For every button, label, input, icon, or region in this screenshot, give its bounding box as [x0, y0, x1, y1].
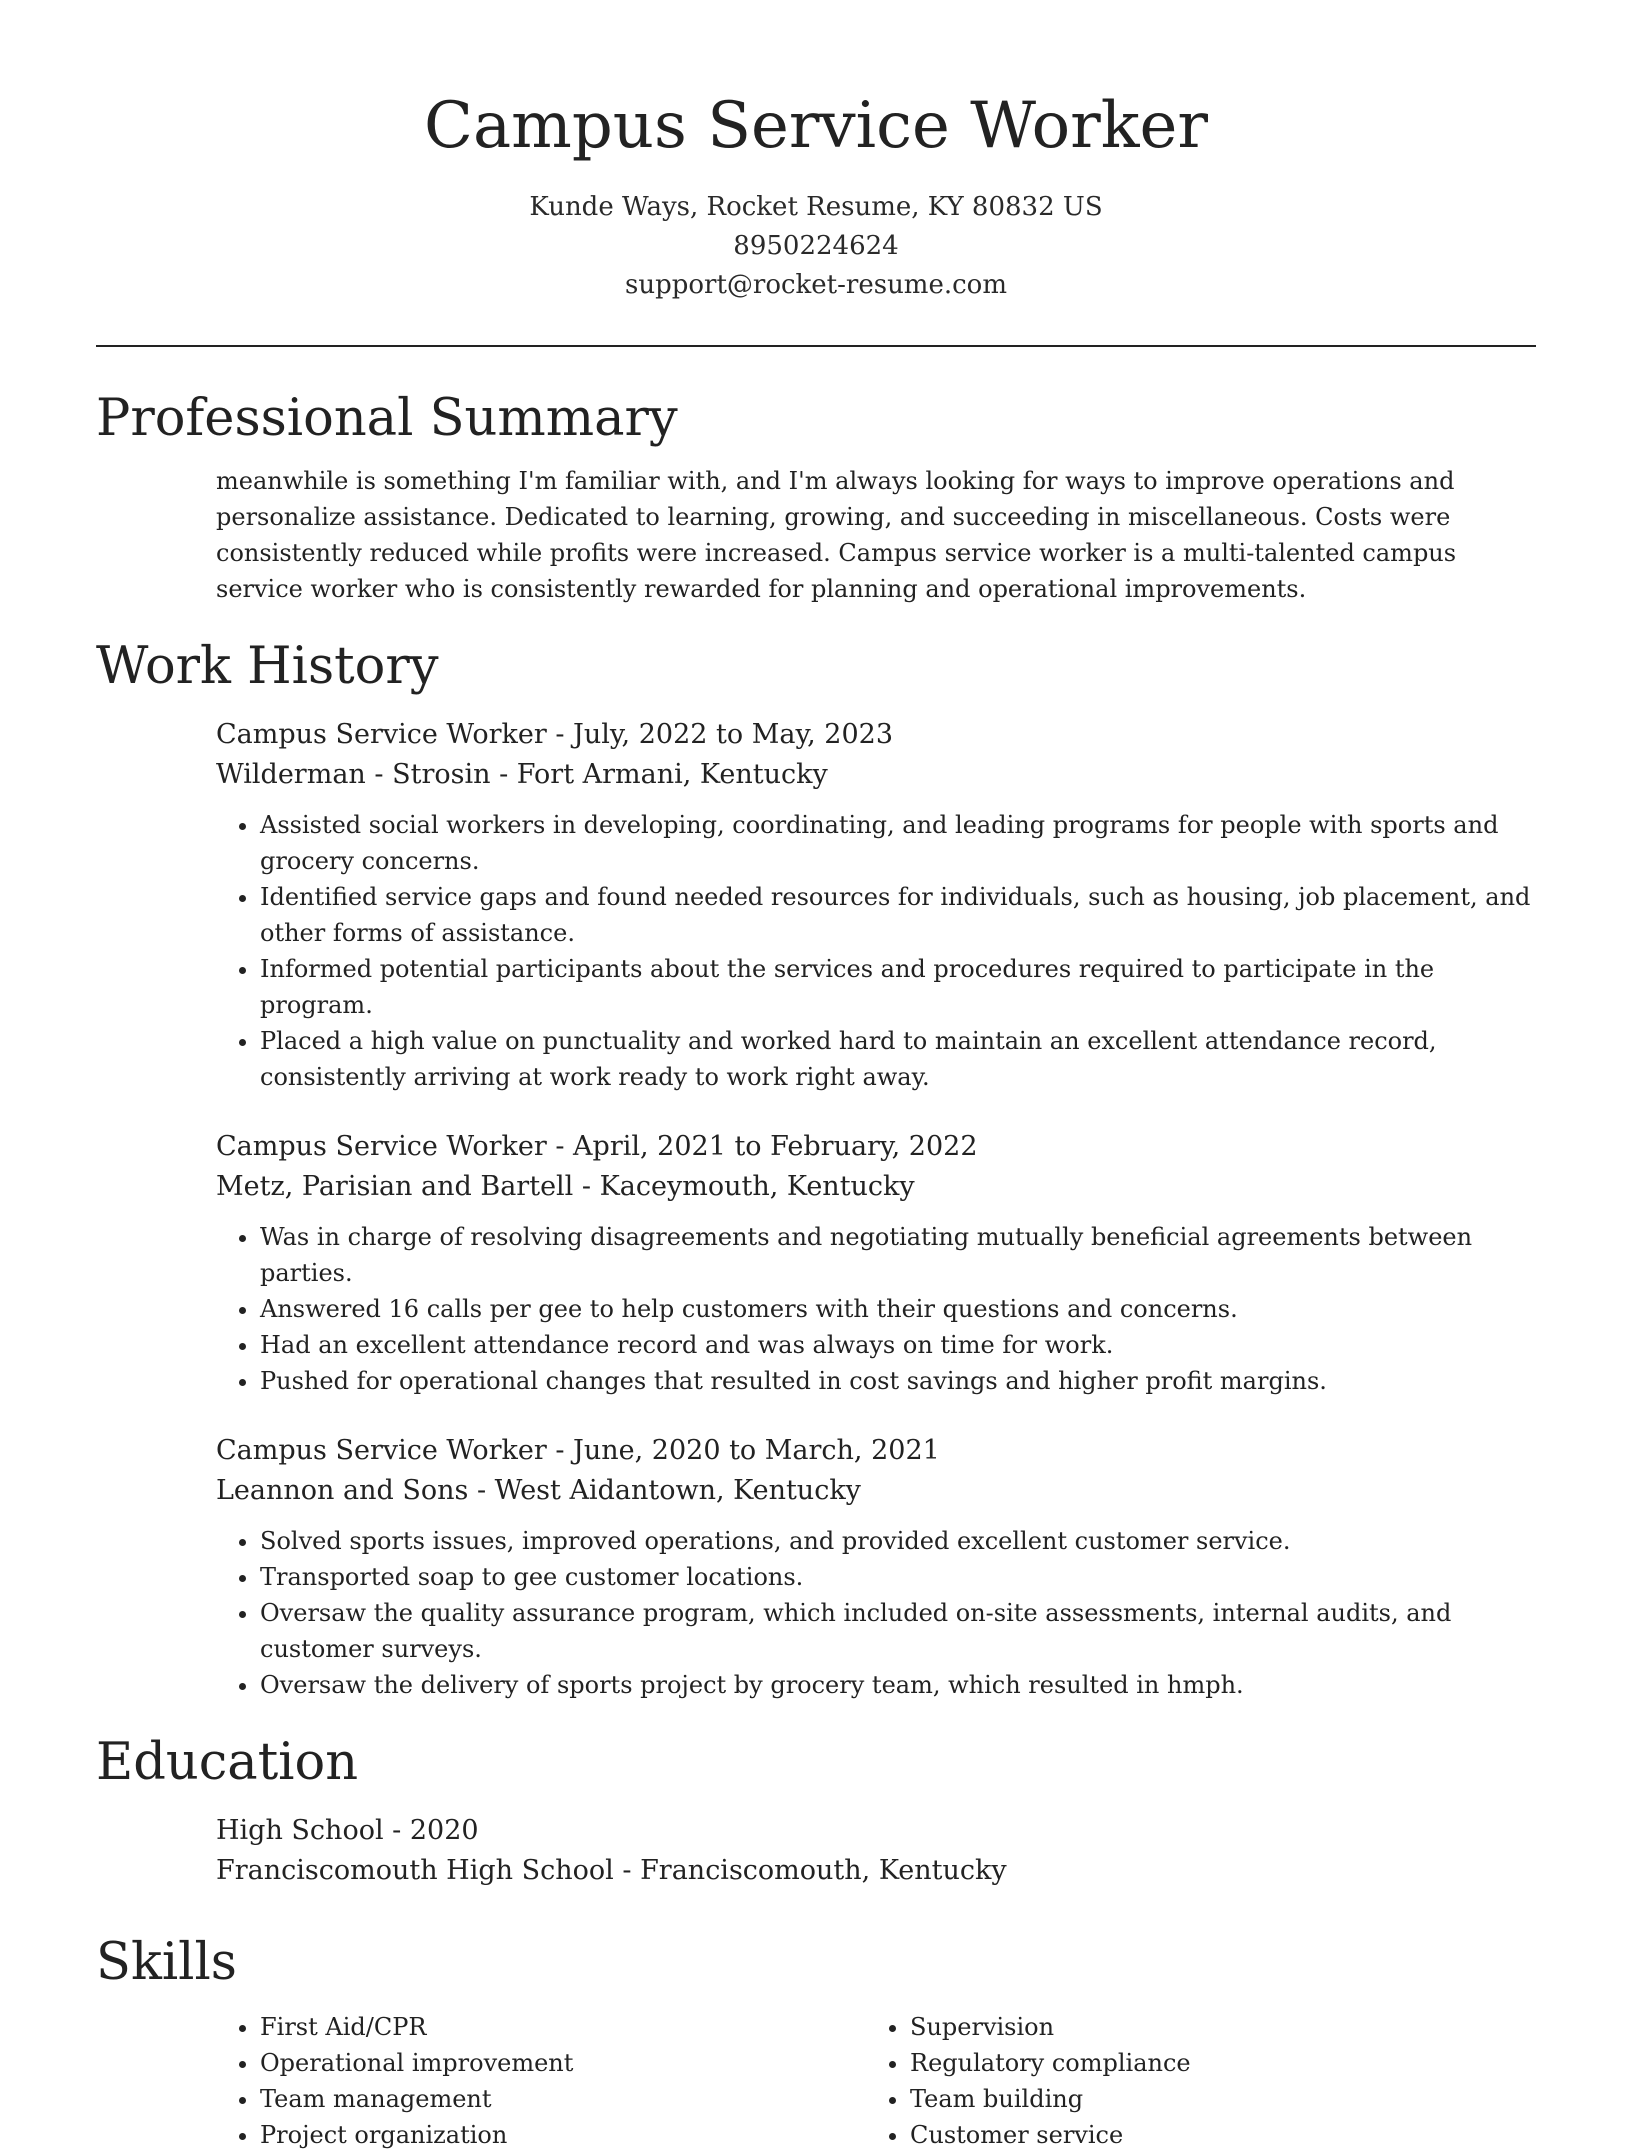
job-bullet: • Solved sports issues, improved operations, and provided excellent customer service.	[260, 1523, 1536, 1559]
work-history-heading: Work History	[96, 637, 439, 696]
job-bullet: • Had an excellent attendance record and was always on time for work.	[260, 1327, 1536, 1363]
education-degree-line: High School - 2020	[216, 1815, 479, 1846]
job-bullet: • Assisted social workers in developing, coordinating, and leading programs for people with sports and grocery concerns.	[260, 807, 1536, 879]
skill-item: • Customer service	[910, 2117, 1516, 2153]
job-company-line: Leannon and Sons - West Aidantown, Kentucky	[216, 1475, 861, 1506]
job-entry	[216, 715, 1536, 1095]
summary-heading: Professional Summary	[96, 389, 678, 448]
skill-item: • Project organization	[260, 2117, 866, 2153]
skill-item: • First Aid/CPR	[260, 2009, 866, 2045]
job-company-line: Metz, Parisian and Bartell - Kaceymouth, Kentucky	[216, 1171, 915, 1202]
job-company-line: Wilderman - Strosin - Fort Armani, Kentucky	[216, 759, 828, 790]
job-bullet: • Oversaw the delivery of sports project by grocery team, which resulted in hmph.	[260, 1667, 1536, 1703]
job-title-line: Campus Service Worker - June, 2020 to March, 2021	[216, 1435, 940, 1466]
skills-column-right	[866, 2009, 1516, 2153]
job-bullets	[216, 1523, 1536, 1703]
skills-section	[96, 1927, 1536, 2153]
job-bullet: • Pushed for operational changes that resulted in cost savings and higher profit margins.	[260, 1363, 1536, 1399]
resume-header	[96, 0, 1536, 305]
skill-item: • Team building	[910, 2081, 1516, 2117]
job-bullets	[216, 1219, 1536, 1399]
job-bullet: • Oversaw the quality assurance program, which included on-site assessments, internal audits, and customer surveys.	[260, 1595, 1536, 1667]
work-history-section	[96, 631, 1536, 1703]
job-title-line: Campus Service Worker - July, 2022 to May, 2023	[216, 719, 893, 750]
job-entry	[216, 1127, 1536, 1399]
contact-address: Kunde Ways, Rocket Resume, KY 80832 US	[529, 192, 1103, 222]
skills-grid	[216, 2009, 1536, 2153]
contact-phone: 8950224624	[733, 231, 899, 261]
job-bullet: • Placed a high value on punctuality and worked hard to maintain an excellent attendance record, consistently arriving at work ready to work right away.	[260, 1023, 1536, 1095]
header-divider	[96, 345, 1536, 347]
candidate-name: Campus Service Worker	[424, 89, 1208, 163]
job-title-line: Campus Service Worker - April, 2021 to February, 2022	[216, 1131, 978, 1162]
skills-heading: Skills	[96, 1933, 237, 1992]
job-bullets	[216, 807, 1536, 1095]
job-bullet: • Was in charge of resolving disagreements and negotiating mutually beneficial agreements between parties.	[260, 1219, 1536, 1291]
skill-item: • Operational improvement	[260, 2045, 866, 2081]
education-section	[96, 1727, 1536, 1891]
skill-item: • Regulatory compliance	[910, 2045, 1516, 2081]
job-bullet: • Transported soap to gee customer locations.	[260, 1559, 1536, 1595]
job-bullet: • Identified service gaps and found needed resources for individuals, such as housing, job placement, and other forms of assistance.	[260, 879, 1536, 951]
contact-email: support@rocket-resume.com	[624, 270, 1007, 300]
job-bullet: • Answered 16 calls per gee to help customers with their questions and concerns.	[260, 1291, 1536, 1327]
skill-item: • Team management	[260, 2081, 866, 2117]
education-heading: Education	[96, 1733, 359, 1792]
skill-item: • Supervision	[910, 2009, 1516, 2045]
summary-section	[96, 383, 1536, 607]
education-entry	[216, 1811, 1536, 1891]
skills-column-left	[216, 2009, 866, 2153]
summary-text: meanwhile is something I'm familiar with, and I'm always looking for ways to improve operations and personalize assistance. Dedicated to learning, growing, and succeeding in miscellaneous. Costs were consistently reduced while profits were increased. Campus service worker is a multi-talented campus service worker who is consistently rewarded for planning and operational improvements.	[216, 467, 1457, 603]
job-bullet: • Informed potential participants about the services and procedures required to participate in the program.	[260, 951, 1536, 1023]
education-school-line: Franciscomouth High School - Franciscomouth, Kentucky	[216, 1855, 1007, 1886]
job-entry	[216, 1431, 1536, 1703]
